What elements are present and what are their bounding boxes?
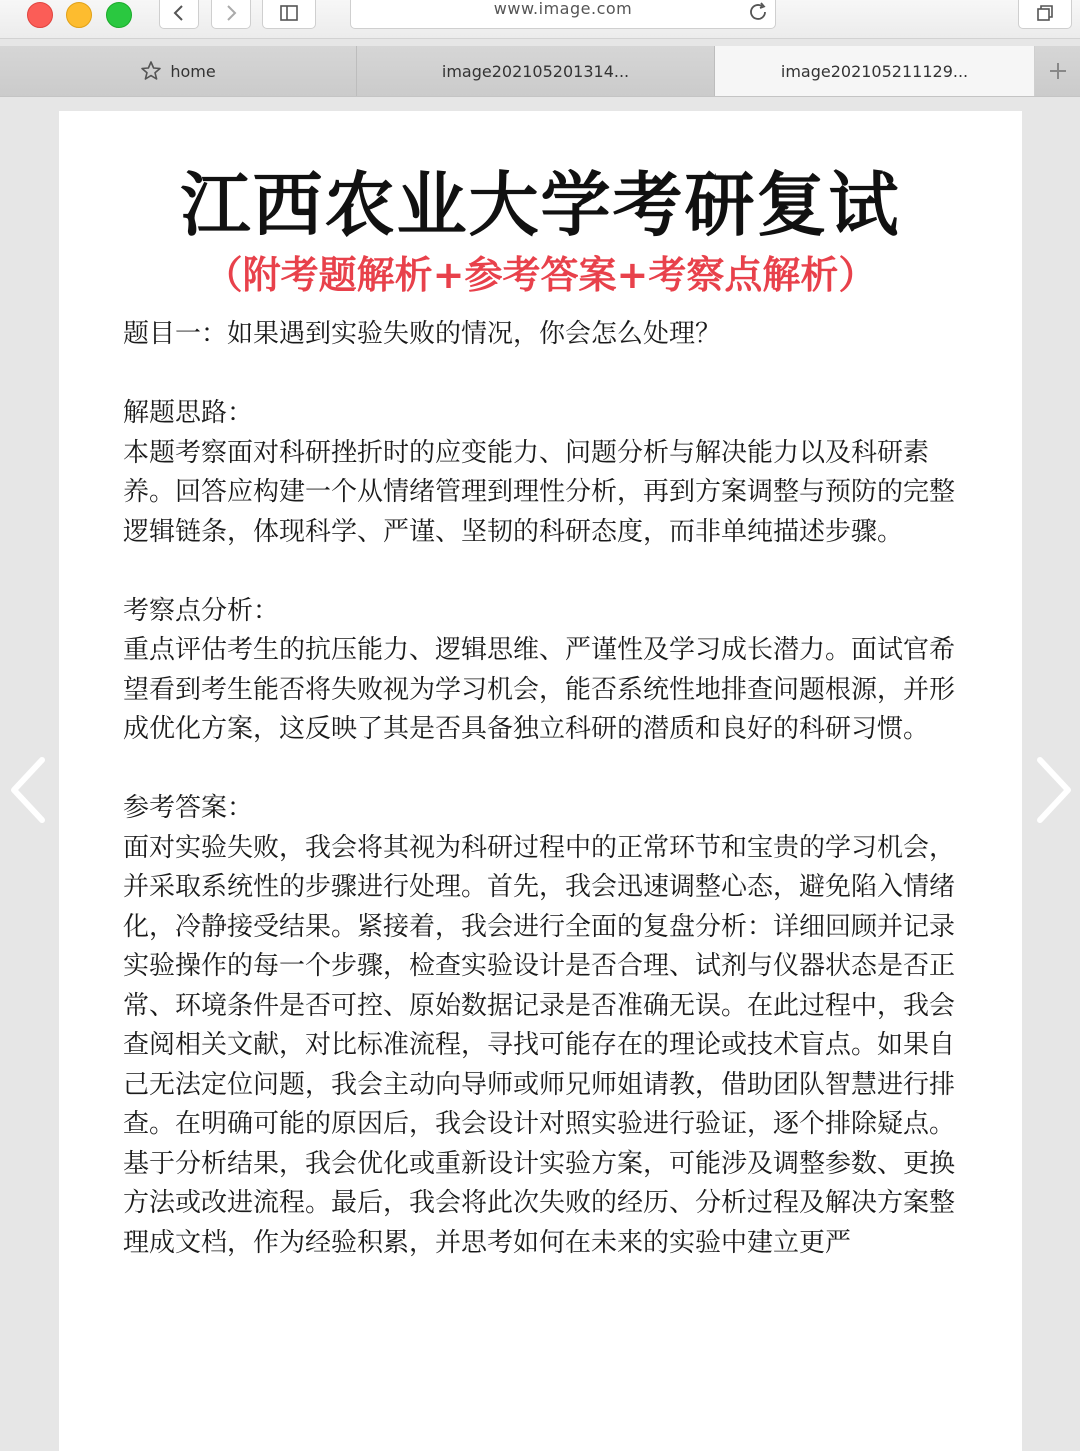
answer-body: 面对实验失败，我会将其视为科研过程中的正常环节和宝贵的学习机会，并采取系统性的步骤进行处理。首先，我会迅速调整心态，避免陷入情绪化，冷静接受结果。紧接着，我会进行全面的复盘分析：详细回顾并记录实验操作的每一个步骤，检查实验设计是否合理、试剂与仪器状态是否正常、环境条件是否可控、原始数据记录是否准确无误。在此过程中，我会查阅相关文献，对比标准流程，寻找可能存在的理论或技术盲点。如果自己无法定位问题，我会主动向导师或师兄师姐请教，借助团队智慧进行排查。在明确可能的原因后，我会设计对照实验进行验证，逐个排除疑点。基于分析结果，我会优化或重新设计实验方案，可能涉及调整参数、更换方法或改进流程。最后，我会将此次失败的经历、分析过程及解决方案整理成文档，作为经验积累，并思考如何在未来的实验中建立更严 xyxy=(123,832,956,1258)
previous-image-arrow-icon[interactable] xyxy=(8,756,48,824)
star-icon xyxy=(140,60,162,82)
tab-overview-button[interactable] xyxy=(1018,0,1072,29)
tabs-overview-icon xyxy=(1035,4,1055,22)
chevron-left-icon xyxy=(172,4,186,22)
zoom-window-button[interactable] xyxy=(106,2,132,28)
tab-label: image202105201314... xyxy=(441,61,630,81)
page-content xyxy=(59,111,1022,1451)
address-bar[interactable] xyxy=(350,0,776,29)
tab-bar xyxy=(0,46,1080,97)
tab-image-2-active[interactable] xyxy=(715,46,1035,96)
forward-button[interactable] xyxy=(211,0,251,29)
url-text: www.image.com xyxy=(493,0,633,18)
assessment-body: 重点评估考生的抗压能力、逻辑思维、严谨性及学习成长潜力。面试官希望看到考生能否将失败视为学习机会，能否系统性地排查问题根源，并形成优化方案，这反映了其是否具备独立科研的潜质和良好的科研习惯。 xyxy=(123,635,956,744)
page-title: 江西农业大学考研复试 xyxy=(180,164,901,246)
assessment-heading: 考察点分析： xyxy=(123,595,280,626)
tab-image-1[interactable] xyxy=(357,46,715,96)
new-tab-button[interactable] xyxy=(1035,46,1080,96)
plus-icon xyxy=(1047,60,1069,82)
page-subtitle: （附考题解析+参考答案+考察点解析） xyxy=(204,253,877,297)
approach-heading: 解题思路： xyxy=(123,398,254,428)
minimize-window-button[interactable] xyxy=(66,2,92,28)
approach-body: 本题考察面对科研挫折时的应变能力、问题分析与解决能力以及科研素养。回答应构建一个从情绪管理到理性分析，再到方案调整与预防的完整逻辑链条，体现科学、严谨、坚韧的科研态度，而非单纯描述步骤。 xyxy=(123,437,956,547)
next-image-arrow-icon[interactable] xyxy=(1034,756,1074,824)
reload-icon[interactable] xyxy=(747,1,769,23)
sidebar-icon xyxy=(279,4,299,22)
article-body xyxy=(123,315,969,1263)
window-titlebar xyxy=(0,0,1080,39)
tab-home[interactable] xyxy=(0,46,357,96)
tab-label: home xyxy=(170,61,216,81)
tab-label: image202105211129... xyxy=(780,61,969,81)
back-button[interactable] xyxy=(159,0,199,29)
chevron-right-icon xyxy=(224,4,238,22)
sidebar-button[interactable] xyxy=(262,0,316,29)
question-text: 题目一：如果遇到实验失败的情况，你会怎么处理？ xyxy=(123,319,722,349)
answer-heading: 参考答案： xyxy=(123,793,254,823)
close-window-button[interactable] xyxy=(27,2,53,28)
